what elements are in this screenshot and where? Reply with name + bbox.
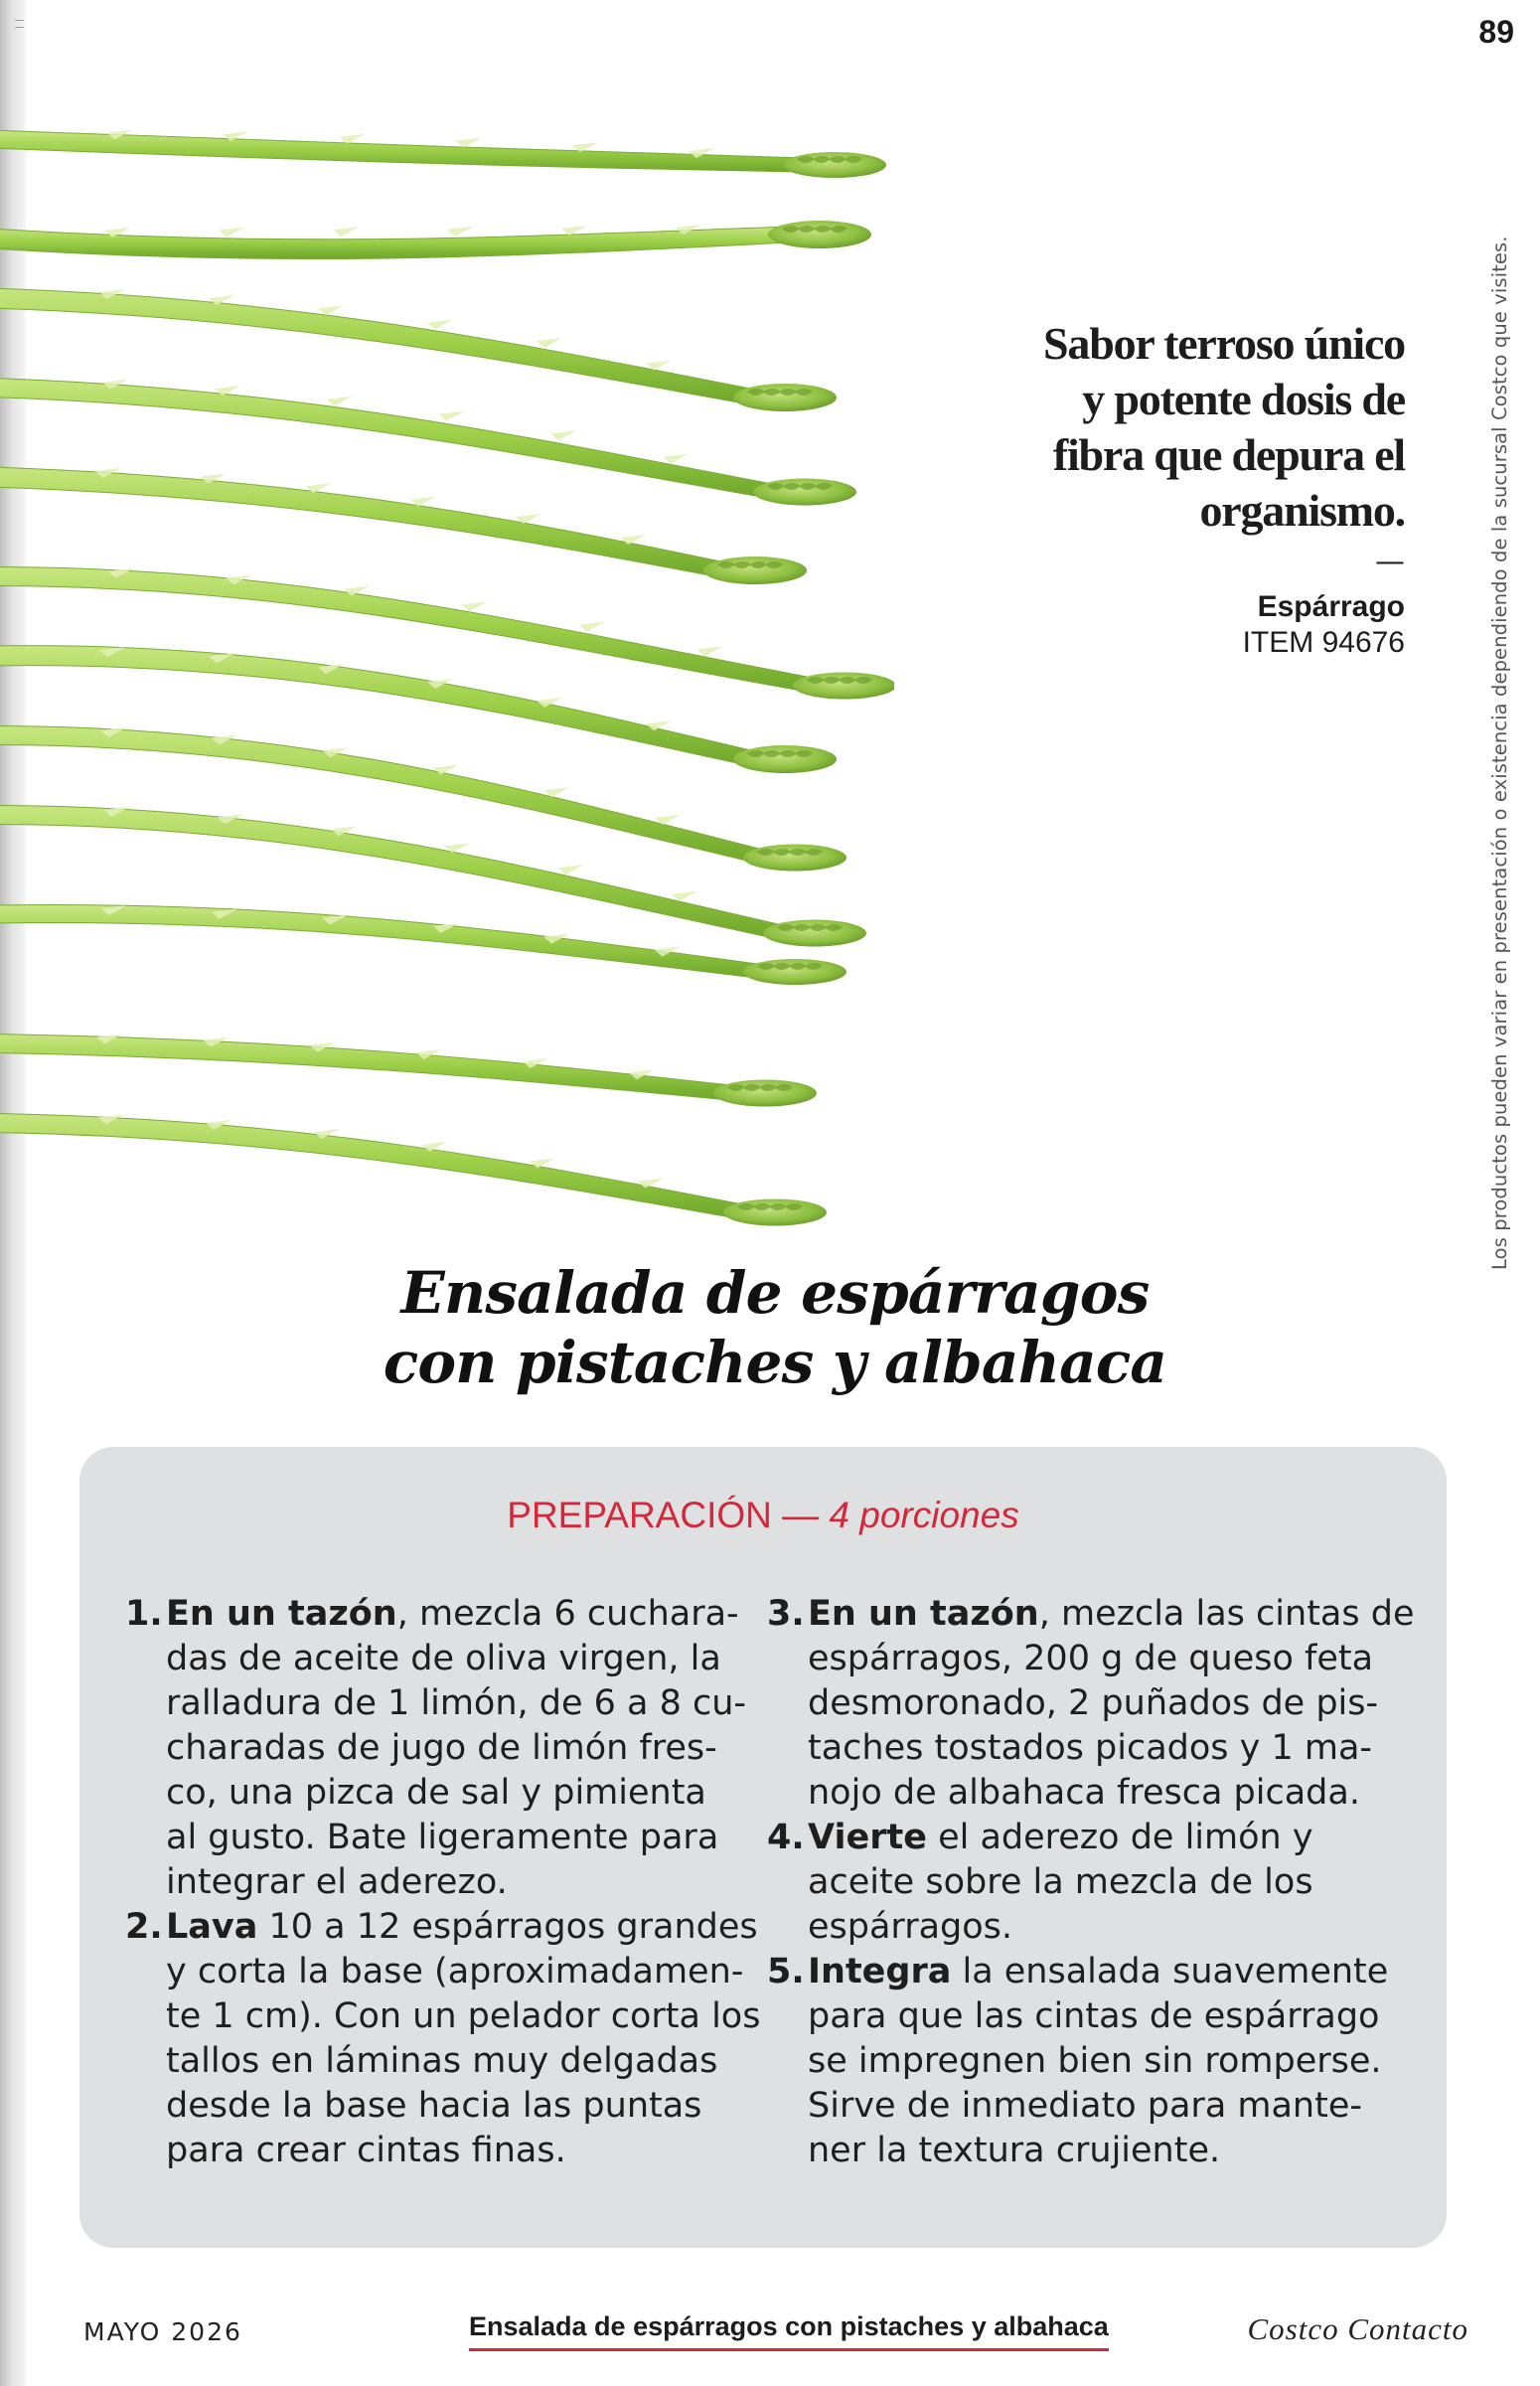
asparagus-stalk (0, 904, 765, 979)
asparagus-tip (783, 152, 886, 178)
asparagus-scale (461, 601, 487, 611)
step-5 (767, 1950, 1423, 2173)
step-line (808, 1816, 1423, 1860)
step-line: para que las cintas de espárrago (808, 1996, 1380, 2036)
product-name: Espárrago (1257, 590, 1405, 623)
step-text (808, 1592, 1423, 1816)
step-lead: Integra (808, 1952, 952, 1991)
recipe-title-line: con pistaches y albahaca (383, 1329, 1167, 1396)
step-line (808, 1950, 1423, 1994)
footer-date: MAYO 2026 (83, 2317, 242, 2346)
step-text (166, 1905, 761, 2173)
recipe-title (298, 1258, 1252, 1397)
asparagus-stalk (0, 1114, 745, 1220)
callout-quote-line: Sabor terroso único (1043, 318, 1405, 369)
asparagus-stalk (0, 646, 755, 767)
asparagus-tip (703, 557, 807, 584)
recipe-title-line: Ensalada de espárragos (400, 1259, 1150, 1327)
step-line-text: 10 a 12 espárragos grandes (257, 1907, 758, 1947)
asparagus-stalk (0, 130, 805, 172)
step-line: te 1 cm). Con un pelador corta los (166, 1996, 761, 2036)
asparagus-scale (447, 227, 473, 237)
step-3 (767, 1592, 1423, 1816)
footer-article-title: Ensalada de espárragos con pistaches y albahaca (469, 2311, 1109, 2351)
step-2 (125, 1905, 761, 2173)
asparagus-stalk (0, 467, 725, 578)
asparagus-tip (723, 1199, 827, 1226)
step-line: tallos en láminas muy delgadas (166, 2041, 718, 2081)
asparagus-scale (327, 397, 353, 406)
step-lead: Vierte (808, 1818, 927, 1857)
step-line (166, 1905, 761, 1950)
preparation-card (79, 1447, 1447, 2248)
servings: 4 porciones (829, 1495, 1019, 1535)
step-line: ner la textura crujiente. (808, 2131, 1221, 2170)
asparagus-tip (743, 845, 847, 872)
asparagus-scale (579, 622, 605, 632)
step-line: charadas de jugo de limón fres- (166, 1728, 717, 1768)
vertical-disclaimer: Los productos pueden variar en presentación o existencia dependiendo de la sucursal Costco que visites. (1488, 236, 1511, 1270)
asparagus-tip (768, 221, 871, 248)
asparagus-tip (733, 384, 837, 411)
step-1 (125, 1592, 761, 1905)
asparagus-tip (743, 959, 847, 985)
step-number: 3. (767, 1594, 805, 1634)
asparagus-scale (537, 338, 562, 348)
step-line (166, 1592, 761, 1637)
step-line: Sirve de inmediato para mante- (808, 2086, 1363, 2126)
step-line-text: la ensalada suavemente (951, 1952, 1389, 1991)
steps-column-left (125, 1592, 761, 2173)
asparagus-photo (0, 99, 894, 1242)
step-line: das de aceite de oliva virgen, la (166, 1639, 721, 1678)
step-line: y corta la base (aproximadamen- (166, 1952, 744, 1991)
asparagus-stalk (0, 1034, 735, 1101)
callout-dash: — (1375, 545, 1405, 579)
preparation-label: PREPARACIÓN (507, 1495, 772, 1535)
product-callout (988, 316, 1405, 660)
page-number: 89 (1478, 14, 1514, 50)
step-text (808, 1816, 1423, 1950)
step-line: integrar el aderezo. (166, 1862, 508, 1902)
asparagus-tip (763, 920, 866, 947)
steps-column-right (767, 1592, 1423, 2173)
asparagus-scale (219, 228, 244, 238)
step-line: desde la base hacia las puntas (166, 2086, 702, 2126)
step-4 (767, 1816, 1423, 1950)
step-line: se impregnen bien sin romperse. (808, 2041, 1382, 2081)
step-line: nojo de albahaca fresca picada. (808, 1773, 1360, 1813)
step-line (808, 1592, 1423, 1637)
step-lead: En un tazón (808, 1594, 1039, 1634)
callout-quote-line: organismo. (1199, 485, 1405, 536)
asparagus-scale (427, 320, 453, 330)
asparagus-stalks (0, 130, 894, 1226)
gutter-mark (15, 20, 24, 28)
asparagus-tip (713, 1080, 817, 1107)
item-code: ITEM 94676 (1242, 626, 1405, 659)
asparagus-scale (456, 137, 482, 147)
step-line: espárragos. (808, 1907, 1013, 1947)
preparation-heading (79, 1495, 1447, 1536)
asparagus-scale (550, 430, 576, 440)
asparagus-scale (318, 305, 344, 315)
asparagus-tip (753, 479, 856, 506)
step-number: 5. (767, 1952, 805, 1991)
step-line: taches tostados picados y 1 ma- (808, 1728, 1373, 1768)
step-line: ralladura de 1 limón, de 6 a 8 cu- (166, 1683, 747, 1723)
step-lead: En un tazón (166, 1594, 397, 1634)
callout-quote (988, 316, 1405, 539)
step-text (166, 1592, 761, 1905)
step-line-text: , mezcla 6 cuchara- (396, 1594, 739, 1634)
footer-brand: Costco Contacto (1247, 2311, 1468, 2346)
step-text (808, 1950, 1423, 2173)
callout-quote-line: y potente dosis de (1082, 374, 1405, 424)
step-line: espárragos, 200 g de queso feta (808, 1639, 1374, 1678)
callout-quote-line: fibra que depura el (1052, 429, 1405, 480)
asparagus-tip (733, 745, 837, 773)
asparagus-scale (663, 454, 689, 464)
step-line: al gusto. Bate ligeramente para (166, 1818, 719, 1857)
asparagus-scale (557, 865, 583, 875)
step-line: aceite sobre la mezcla de los (808, 1862, 1313, 1902)
asparagus-scale (438, 411, 464, 421)
step-line: co, una pizca de sal y pimienta (166, 1773, 706, 1813)
asparagus-tip (793, 673, 894, 700)
step-line: para crear cintas finas. (166, 2131, 566, 2170)
asparagus-scale (696, 646, 722, 656)
step-line: desmoronado, 2 puñados de pis- (808, 1683, 1379, 1723)
asparagus-scale (333, 227, 359, 237)
step-number: 2. (125, 1907, 163, 1947)
asparagus-scale (672, 891, 697, 901)
step-lead: Lava (166, 1907, 258, 1947)
step-number: 1. (125, 1594, 163, 1634)
step-line-text: , mezcla las cintas de (1038, 1594, 1415, 1634)
preparation-separator: — (782, 1495, 820, 1535)
asparagus-stalk (0, 567, 815, 694)
step-number: 4. (767, 1818, 805, 1857)
step-line-text: el aderezo de limón y (926, 1818, 1313, 1857)
